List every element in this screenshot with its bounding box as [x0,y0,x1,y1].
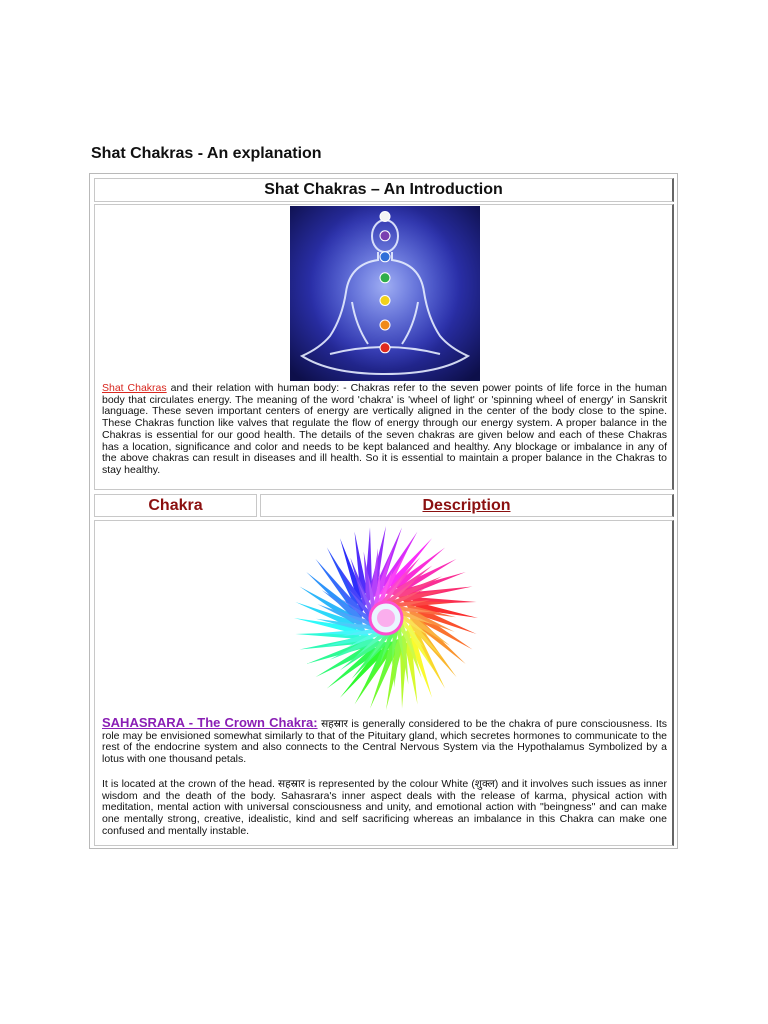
sahasrara-paragraph-2: It is located at the crown of the head. सहस्रार is represented by the colour White (शुक्ल) and it involves such issues as inner wisdom and the death of the body. Sahasrara's inner aspect deals with the release of karma, physical action with meditation, mental action with universal consciousness and unity, and emotional action with "beingness" and can make one mentally strong, creative, idealistic, kind and self sacrificing whereas an imbalance in this Chakra can make one confused and mentally instable. [102,778,667,837]
sahasrara-lotus-image [291,523,481,713]
sahasrara-description-cell [94,520,674,846]
sahasrara-chakra-name[interactable]: SAHASRARA - The Crown Chakra: [102,715,318,730]
shat-chakras-link[interactable]: Shat Chakras [102,382,167,394]
intro-title: Shat Chakras – An Introduction [264,181,503,198]
intro-paragraph [102,383,667,477]
sahasrara-text-1: सहस्रार is generally considered to be the chakra of pure consciousness. Its role may be envisioned somewhat similarly to that of the Pituitary gland, which secretes hormones to communicate to the rest of the endocrine system and also connects to the Central Nervous System via the Hypothalamus Symbolized by a lotus with one thousand petals. [102,718,667,766]
chakra-document-table [89,173,678,849]
chakra-point-6 [380,320,390,330]
sahasrara-paragraph-1 [102,717,667,766]
chakra-point-1 [380,212,390,222]
page-title: Shat Chakras - An explanation [91,145,322,162]
description-header-label[interactable]: Description [422,497,511,514]
intro-body-text: and their relation with human body: - Chakras refer to the seven power points of life force in the human body that circulates energy. The meaning of the word 'chakra' is 'wheel of light' or 'spinning wheel of energy' in Sanskrit language. These seven important centers of energy are vertically aligned in the center of the body close to the spine. These Chakras function like valves that regulate the flow of energy through our energy system. A proper balance in the Chakras is essential for our good health. The details of the seven chakras are given below and each of these Chakras has a location, significance and color and needs to be kept balanced and healthy. Any blockage or imbalance in any of the above chakras can result in diseases and ill health. So it is essential to maintain a proper balance in the Chakras to stay healthy. [102,382,667,476]
lotus-core [377,609,395,627]
chakra-header-label: Chakra [148,497,203,514]
chakra-point-3 [380,252,390,262]
description-column-header [260,494,674,517]
chakra-point-2 [380,231,390,241]
intro-title-cell [94,178,674,202]
chakra-point-7 [380,343,390,353]
chakra-column-header [94,494,257,517]
meditation-figure-image [290,206,480,381]
intro-cell [94,204,674,490]
chakra-point-5 [380,296,390,306]
chakra-point-4 [380,273,390,283]
